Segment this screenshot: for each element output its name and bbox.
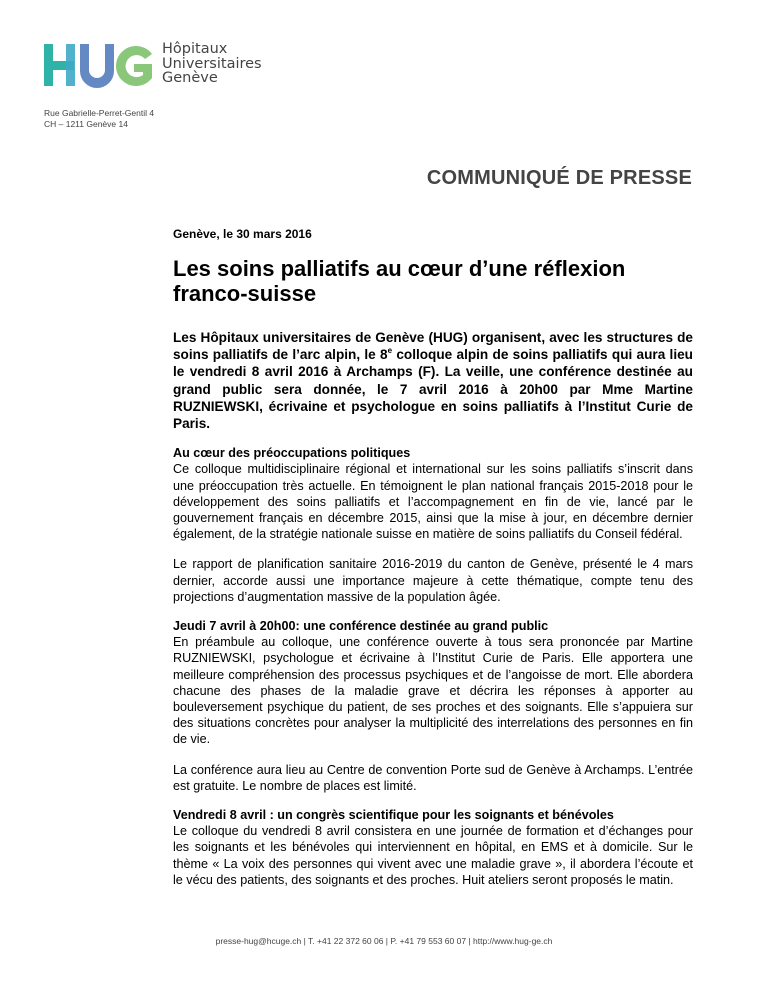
hug-logo [44, 42, 264, 92]
title-line: Les soins palliatifs au cœur d’une réflexion [173, 256, 626, 281]
address-line: CH – 1211 Genève 14 [44, 119, 128, 129]
section-congress [173, 807, 693, 888]
section-politics [173, 445, 693, 605]
release-title [173, 256, 693, 306]
section-paragraph: Ce colloque multidisciplinaire régional et international sur les soins palliatifs s’inscrit dans une préoccupation très actuelle. En témoignent le plan national français 2015-2018 pour le développement des soins palliatifs et l’accompagnement en fin de vie, lancé par le gouvernement français en décembre 2015, ainsi que la mise à jour, en décembre dernier également, de la stratégie nationale suisse en matière de soins palliatifs du Conseil fédéral. [173, 462, 693, 542]
address-block [44, 108, 154, 130]
section-paragraph: Le colloque du vendredi 8 avril consistera en une journée de formation et d’échanges pour les soignants et les bénévoles qui interviennent en hôpital, en EMS et à domicile. Sur le thème « La voix des personnes qui vivent avec une maladie grave », il abordera l’écoute et le vécu des patients, des soignants et des proches. Huit ateliers seront proposés le matin. [173, 824, 693, 887]
section-heading: Au cœur des préoccupations politiques [173, 446, 411, 461]
logo-line: Universitaires [162, 55, 262, 72]
section-heading: Jeudi 7 avril à 20h00: une conférence destinée au grand public [173, 619, 549, 634]
logo-line: Hôpitaux [162, 41, 228, 57]
lead-text: Les Hôpitaux universitaires de Genève (HUG) organisent, avec les structures de soins palliatifs de l’arc alpin, le 8 [173, 330, 693, 363]
contact-footer: presse-hug@hcuge.ch | T. +41 22 372 60 06 | P. +41 79 553 60 07 | http://www.hug-ge.ch [215, 936, 553, 946]
section-heading: Vendredi 8 avril : un congrès scientifique pour les soignants et bénévoles [173, 808, 614, 823]
title-line: franco-suisse [173, 281, 317, 306]
document-type-heading: COMMUNIQUÉ DE PRESSE [426, 167, 692, 189]
section-paragraph: La conférence aura lieu au Centre de convention Porte sud de Genève à Archamps. L’entrée est gratuite. Le nombre de places est limité. [173, 762, 693, 793]
section-paragraph: Le rapport de planification sanitaire 2016-2019 du canton de Genève, présenté le 4 mars dernier, accorde aussi une importance majeure à cette thématique, compte tenu des projections d’augmentation massive de la population âgée. [173, 557, 693, 604]
ordinal-superscript: e [387, 346, 393, 356]
section-conference [173, 618, 693, 794]
logo-wordmark [162, 42, 262, 86]
logo-line: Genève [162, 70, 218, 86]
address-line: Rue Gabrielle-Perret-Gentil 4 [44, 108, 155, 118]
release-date: Genève, le 30 mars 2016 [173, 227, 312, 241]
section-paragraph: En préambule au colloque, une conférence ouverte à tous sera prononcée par Martine RUZNIEWSKI, psychologue et écrivaine à l’Institut Curie de Paris. Elle apportera une meilleure compréhension des processus psychiques et de l’angoisse de mort. Elle abordera chacune des phases de la maladie grave et décrira les réponses à apporter au bouleversement psychique du patient, de ses proches et des soignants. Elle s’appuiera sur des situations concrètes pour analyser la multiplicité des interrelations des personnes en fin de vie. [173, 635, 693, 747]
hug-logo-mark [44, 44, 154, 88]
lead-text: colloque alpin de soins palliatifs qui aura lieu le vendredi 8 avril 2016 à Archamps (F). La veille, une conférence destinée au grand public sera donnée, le 7 avril 2016 à 20h00 par Mme Martine RUZNIEWSKI, écrivaine et psychologue en soins palliatifs à l’Institut Curie de Paris. [173, 347, 693, 432]
press-release-body [173, 227, 693, 888]
lead-paragraph [173, 329, 693, 432]
